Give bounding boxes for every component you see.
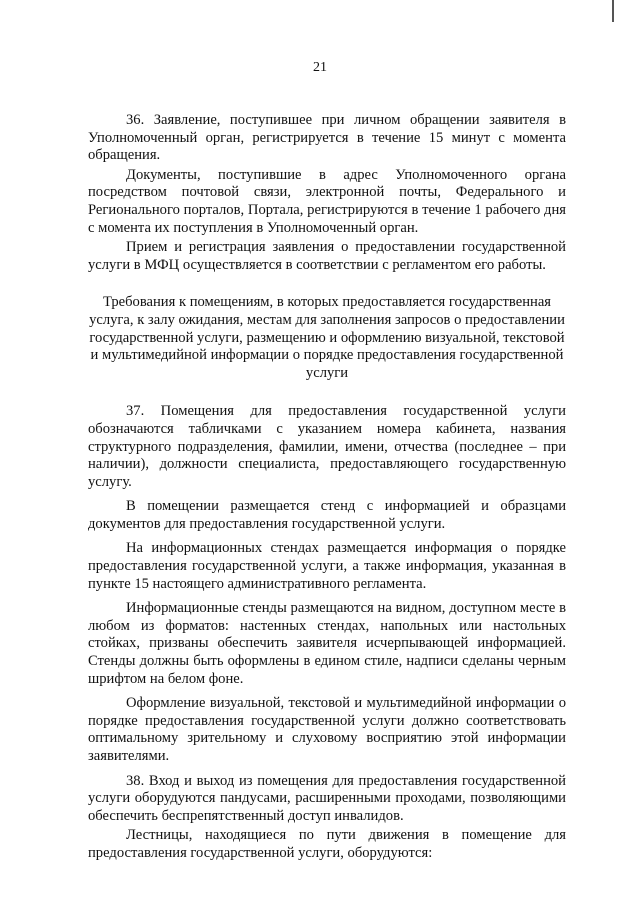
page-number: 21 bbox=[313, 60, 327, 75]
paragraph-mfc-registration: Прием и регистрация заявления о предоставлении государственной услуги в МФЦ осуществляется в соответствии с регламентом его работы. bbox=[88, 239, 566, 273]
paragraph-38-entrance-exit: 38. Вход и выход из помещения для предоставления государственной услуги оборудуются пандусами, расширенными проходами, позволяющими обеспечить беспрепятственный доступ инвалидов. bbox=[88, 772, 566, 824]
section-heading-premises-requirements: Требования к помещениям, в которых предоставляется государственная услуга, к залу ожидания, местам для заполнения запросов о предоставлении государственной услуги, размещению и оформлению визуальной, текстовой и мультимедийной информации о порядке предоставления государственной услуги bbox=[89, 294, 565, 381]
paragraph-stand-placement: Информационные стенды размещаются на видном, доступном месте в любом из форматов: настенных стендах, напольных или настольных стойках, призваны обеспечить заявителя исчерпывающей информацией. Стенды должны быть оформлены в едином стиле, надписи сделаны черным шрифтом на белом фоне. bbox=[88, 600, 566, 687]
paragraph-information-design: Оформление визуальной, текстовой и мультимедийной информации о порядке предоставления государственной услуги должно соответствовать оптимальному зрительному и слуховому восприятию этой информации заявителями. bbox=[88, 695, 566, 764]
document-body bbox=[88, 112, 566, 870]
paragraph-37-premises-signs: 37. Помещения для предоставления государственной услуги обозначаются табличками с указанием номера кабинета, названия структурного подразделения, фамилии, имени, отчества (последнее – при наличии), должности специалиста, предоставляющего государственную услугу. bbox=[88, 403, 566, 490]
paragraph-information-stand: В помещении размещается стенд с информацией и образцами документов для предоставления государственной услуги. bbox=[88, 498, 566, 532]
scan-edge-mark bbox=[612, 0, 614, 22]
paragraph-stand-information-content: На информационных стендах размещается информация о порядке предоставления государственной услуги, а также информация, указанная в пункте 15 настоящего административного регламента. bbox=[88, 540, 566, 592]
paragraph-stairs-equipment: Лестницы, находящиеся по пути движения в помещение для предоставления государственной услуги, оборудуются: bbox=[88, 827, 566, 861]
paragraph-documents-registration: Документы, поступившие в адрес Уполномоченного органа посредством почтовой связи, электронной почты, Федерального и Регионального порталов, Портала, регистрируются в течение 1 рабочего дня с момента их поступления в Уполномоченный орган. bbox=[88, 166, 566, 236]
paragraph-36-registration-time: 36. Заявление, поступившее при личном обращении заявителя в Уполномоченный орган, регистрируется в течение 15 минут с момента обращения. bbox=[88, 112, 566, 164]
